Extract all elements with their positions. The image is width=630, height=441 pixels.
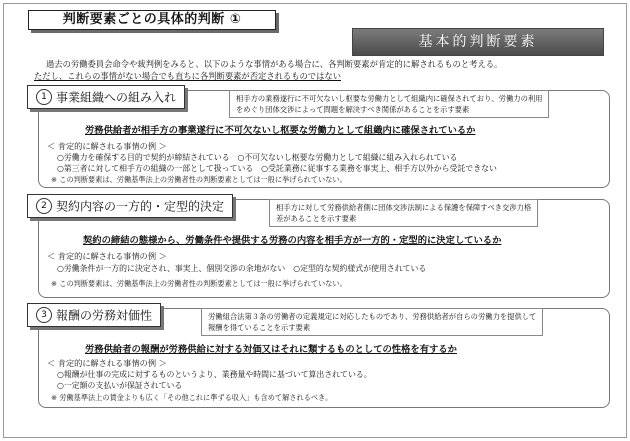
section-question: 労務供給者の報酬が労務供給に対する対価又はそれに類するものとしての性格を有するか	[85, 344, 457, 355]
intro-line-1: 過去の労働委員会命令や裁判例をみると、以下のような事情がある場合に、各判断要素が肯定的に解されるものと考える。	[46, 59, 503, 69]
section-title-text: 事業組織への組み入れ	[56, 90, 177, 105]
intro-text	[34, 58, 619, 82]
example-item: ○報酬が仕事の完成に対するものというより、業務量や時間に基づいて算出されている。	[57, 370, 372, 379]
basic-elements-banner: 基本的判断要素	[352, 28, 604, 56]
section-title	[27, 85, 185, 109]
example-item: ○一定額の支払いが保証されている	[57, 381, 183, 390]
section-note: ※ この判断要素は、労働基準法上の労働者性の判断要素としては一般に挙げられていない。	[51, 279, 347, 288]
section-description: 相手方の業務遂行に不可欠ないし枢要な労働力として組織内に確保されており、労働力の利用 をめぐり団体交渉によって問題を解決すべき関係があることを示す要素	[229, 90, 549, 118]
section-question: 契約の締結の態様から、労働条件や提供する労務の内容を相手方が一方的・定型的に決定しているか	[83, 235, 502, 246]
example-item: ○労働力を確保する目的で契約が締結されている ○不可欠ないし枢要な労働力として組織に組み入れられている	[57, 153, 458, 162]
page-title-box	[28, 10, 278, 32]
section-organizational-integration	[38, 90, 610, 188]
section-number: 3	[36, 307, 52, 323]
section-title-text: 報酬の労務対価性	[56, 308, 153, 323]
section-note: ※ この判断要素は、労働基準法上の労働者性の判断要素としては一般に挙げられていない。	[51, 175, 347, 184]
section-title-wrap	[27, 194, 233, 218]
examples-label: ＜ 肯定的に解される事情の例 ＞	[47, 141, 167, 151]
section-remuneration-as-labor-compensation	[38, 308, 610, 408]
section-number: 2	[36, 198, 52, 214]
section-title	[27, 303, 161, 327]
section-question: 労務供給者が相手方の事業遂行に不可欠ないし枢要な労働力として組織内に確保されているか	[85, 125, 476, 136]
section-title-wrap	[27, 85, 185, 109]
page-title: 判断要素ごとの具体的判断 ①	[28, 10, 276, 30]
section-description: 相手方に対して労務供給者側に団体交渉法制による保護を保障すべき交渉力格 差があることを示す要素	[269, 199, 538, 227]
examples-label: ＜ 肯定的に解される事情の例 ＞	[47, 251, 167, 261]
section-title	[27, 194, 233, 218]
section-number: 1	[36, 89, 52, 105]
section-title-wrap	[27, 303, 161, 327]
intro-line-2: ただし、これらの事情がない場合でも直ちに各判断要素が否定されるものではない	[34, 71, 341, 81]
section-description: 労働組合法第３条の労働者の定義規定に対応したものであり、労務供給者が自らの労働力を提供して 報酬を得ていることを示す要素	[201, 308, 543, 336]
example-item: ○第三者に対して相手方の組織の一部として扱っている ○受託業務に従事する業務を事実上、相手方以外から受託できない	[57, 164, 497, 173]
section-unilateral-contract-terms	[38, 199, 610, 298]
section-title-text: 契約内容の一方的・定型的決定	[56, 199, 225, 214]
examples-label: ＜ 肯定的に解される事情の例 ＞	[47, 358, 167, 368]
example-item: ○労働条件が一方的に決定され、事実上、個別交渉の余地がない ○定型的な契約様式が使用されている	[57, 264, 427, 273]
section-note: ※ 労働基準法上の賃金よりも広く「その他これに準ずる収入」も含めて解されるべき。	[51, 393, 333, 402]
